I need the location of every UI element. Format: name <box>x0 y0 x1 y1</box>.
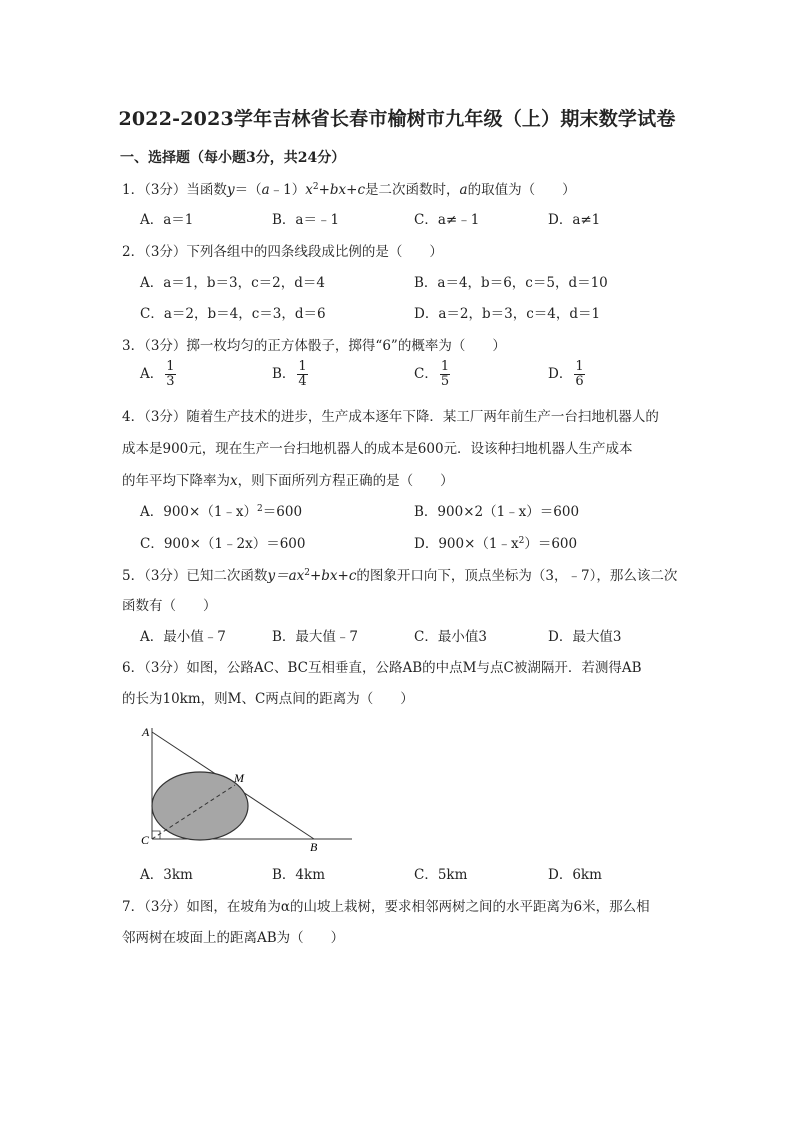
section-heading: 一、选择题（每小题3分，共24分） <box>120 150 346 166</box>
q1-prefix: 1．（3分）当函数 <box>122 182 227 198</box>
q1-option-c[interactable]: C．a≠﹣1 <box>414 212 480 228</box>
label-c: C <box>141 833 150 847</box>
q3-a-label: A． <box>140 366 164 382</box>
q5-option-b[interactable]: B．最大值﹣7 <box>272 629 359 645</box>
question-7-line-2: 邻两树在坡面上的距离AB为（ ） <box>122 930 345 946</box>
page-title: 2022-2023学年吉林省长春市榆树市九年级（上）期末数学试卷 <box>118 108 676 130</box>
q1-tail: 的取值为（ ） <box>467 182 576 198</box>
question-5-line-1: 5．（3分）已知二次函数$y=ax^2+bx+c$的图象开口向下，顶点坐标为（3，﹣7），那么该二次 <box>122 568 678 584</box>
q6-diagram <box>130 718 360 852</box>
q3-d-fraction: $\frac{1}{6}$ <box>575 359 584 389</box>
q4-option-d[interactable]: D．$900\times(1﹣x^2)=600$ <box>414 536 578 552</box>
question-2: 2．（3分）下列各组中的四条线段成比例的是（ ） <box>122 244 443 260</box>
q2-option-b[interactable]: B．a＝4，b＝6，c＝5，d＝10 <box>414 275 608 291</box>
q6-option-b[interactable]: B．4km <box>272 867 325 883</box>
q1-option-b[interactable]: B．a＝﹣1 <box>272 212 340 228</box>
question-4-line-2: 成本是900元，现在生产一台扫地机器人的成本是600元．设该种扫地机器人生产成本 <box>122 441 633 457</box>
question-6-line-1: 6．（3分）如图，公路AC、BC互相垂直，公路AB的中点M与点C被湖隔开．若测得AB <box>122 660 642 676</box>
q5-option-d[interactable]: D．最大值3 <box>548 629 622 645</box>
q1-square: 2 <box>312 182 319 192</box>
question-6-line-2: 的长为10km，则M、C两点间的距离为（ ） <box>122 691 414 707</box>
q2-option-c[interactable]: C．a＝2，b＝4，c＝3，d＝6 <box>140 306 326 322</box>
question-1 <box>122 178 576 198</box>
question-5-line-2: 函数有（ ） <box>122 598 217 614</box>
q1-option-d[interactable]: D．a≠1 <box>548 212 601 228</box>
q5-option-c[interactable]: C．最小值3 <box>414 629 487 645</box>
q1-c: c <box>357 182 366 198</box>
q5-option-a[interactable]: A．最小值﹣7 <box>140 629 226 645</box>
label-m: M <box>234 771 244 785</box>
q3-c-fraction: $\frac{1}{5}$ <box>440 359 450 389</box>
q1-var-a2: a <box>459 182 468 198</box>
q1-var-y: y <box>226 182 235 198</box>
question-7-line-1: 7．（3分）如图，在坡角为α的山坡上栽树，要求相邻两树之间的水平距离为6米，那么相 <box>122 899 650 915</box>
q3-option-d[interactable] <box>548 360 585 389</box>
question-4-line-1: 4．（3分）随着生产技术的进步，生产成本逐年下降．某工厂两年前生产一台扫地机器人的 <box>122 409 659 425</box>
q3-option-c[interactable] <box>414 360 450 389</box>
q1-suffix: 是二次函数时， <box>365 182 460 198</box>
q3-b-fraction: $\frac{1}{4}$ <box>298 359 307 389</box>
label-b: B <box>310 840 318 852</box>
label-a: A <box>142 725 150 739</box>
q6-option-d[interactable]: D．6km <box>548 867 602 883</box>
q3-c-label: C． <box>414 366 438 382</box>
q3-option-b[interactable] <box>272 360 308 389</box>
q4-option-a[interactable]: A．900×（1﹣x）$^2$＝600 <box>140 504 303 520</box>
q1-minus: ﹣1） <box>269 182 306 198</box>
q1-plus: + <box>318 182 330 198</box>
q1-x: x <box>305 182 313 198</box>
q4-option-c[interactable]: C．900×（1﹣2x）＝600 <box>140 536 306 552</box>
question-3: 3．（3分）掷一枚均匀的正方体骰子，掷得“6”的概率为（ ） <box>122 338 506 354</box>
q6-option-a[interactable]: A．3km <box>140 867 193 883</box>
q3-a-fraction: $\frac{1}{3}$ <box>166 359 175 389</box>
q6-option-c[interactable]: C．5km <box>414 867 468 883</box>
question-4-line-3: 的年平均下降率为x，则下面所列方程正确的是（ ） <box>122 473 454 489</box>
q3-b-label: B． <box>272 366 296 382</box>
q1-var-a: a <box>261 182 270 198</box>
q2-option-d[interactable]: D．a＝2，b＝3，c＝4，d＝1 <box>414 306 601 322</box>
q1-eq: ＝（ <box>234 182 262 198</box>
q1-bx: bx <box>329 182 347 198</box>
q4-option-b[interactable]: B．900×2（1﹣x）＝600 <box>414 504 580 520</box>
q1-option-a[interactable]: A．a＝1 <box>140 212 194 228</box>
q1-plus2: + <box>346 182 358 198</box>
q2-option-a[interactable]: A．a＝1，b＝3，c＝2，d＝4 <box>140 275 325 291</box>
q3-option-a[interactable] <box>140 360 176 389</box>
q3-d-label: D． <box>548 366 573 382</box>
